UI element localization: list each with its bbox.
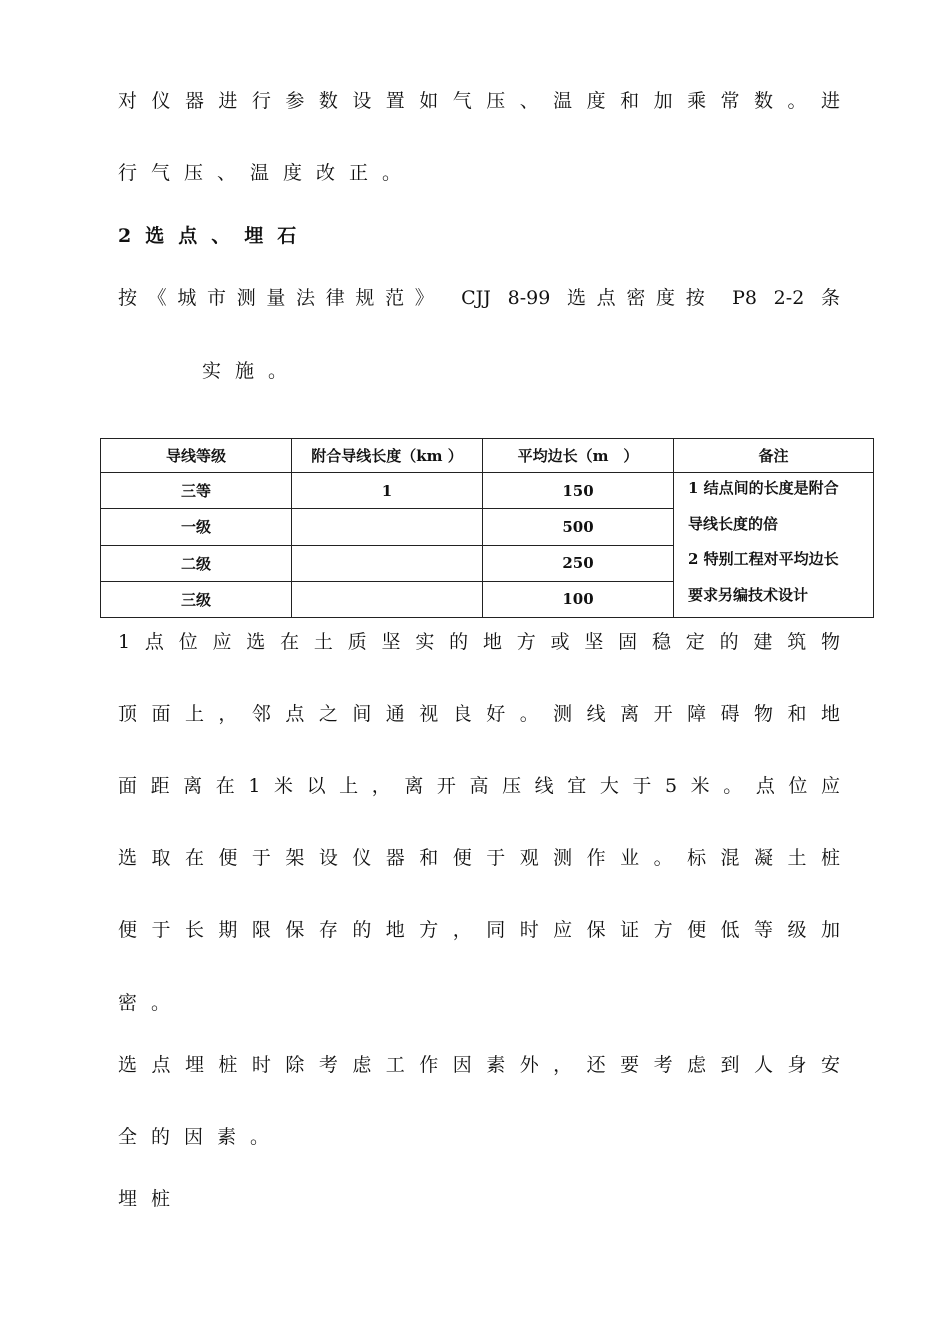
col-header-notes: 备注 [674, 439, 874, 473]
table-cell [292, 545, 483, 581]
note-line: 2 特别工程对平均边长 [688, 550, 839, 568]
paragraph-line: 选取在便于架设仪器和便于观测作业。标混凝土桩 [118, 847, 840, 869]
note-line: 导线长度的倍 [688, 514, 779, 533]
table-row [101, 473, 874, 509]
table-cell [292, 581, 483, 617]
note-line: 1 结点间的长度是附合 [688, 479, 839, 497]
notes-cell [674, 473, 874, 618]
table-cell [292, 509, 483, 545]
col-header-length: 附合导线长度（km ） [292, 439, 483, 473]
section-heading: 2选点、埋石 [118, 225, 311, 247]
paragraph-line: 埋桩 [118, 1188, 185, 1210]
paragraph-line: 顶面上，邻点之间通视良好。测线离开障碍物和地 [118, 703, 840, 725]
paragraph-line: 实施。 [202, 360, 302, 382]
paragraph-line: 按《城市测量法律规范》 CJJ 8-99 选点密度按 P8 2-2 条 [118, 287, 840, 309]
note-line: 要求另编技术设计 [688, 585, 809, 604]
paragraph-line: 选点埋桩时除考虑工作因素外，还要考虑到人身安 [118, 1054, 840, 1076]
paragraph-line: 行气压、温度改正。 [118, 162, 416, 184]
table-cell: 1 [292, 473, 483, 509]
table-cell: 100 [483, 581, 674, 617]
table-cell: 250 [483, 545, 674, 581]
spec-table [100, 438, 874, 618]
table-cell: 二级 [101, 545, 292, 581]
col-header-avg-side: 平均边长（m ） [483, 439, 674, 473]
table-cell: 三级 [101, 581, 292, 617]
col-header-grade: 导线等级 [101, 439, 292, 473]
paragraph-line: 1点位应选在土质坚实的地方或坚固稳定的建筑物 [118, 631, 840, 653]
paragraph-line: 对仪器进行参数设置如气压、温度和加乘常数。进 [118, 90, 840, 112]
table-header-row [101, 439, 874, 473]
table-cell: 一级 [101, 509, 292, 545]
table-cell: 500 [483, 509, 674, 545]
table-cell: 三等 [101, 473, 292, 509]
table-cell: 150 [483, 473, 674, 509]
paragraph-line: 面距离在1米以上，离开高压线宜大于5米。点位应 [118, 775, 840, 797]
paragraph-line: 全的因素。 [118, 1126, 284, 1148]
paragraph-line: 密。 [118, 992, 185, 1014]
paragraph-line: 便于长期限保存的地方，同时应保证方便低等级加 [118, 919, 840, 941]
